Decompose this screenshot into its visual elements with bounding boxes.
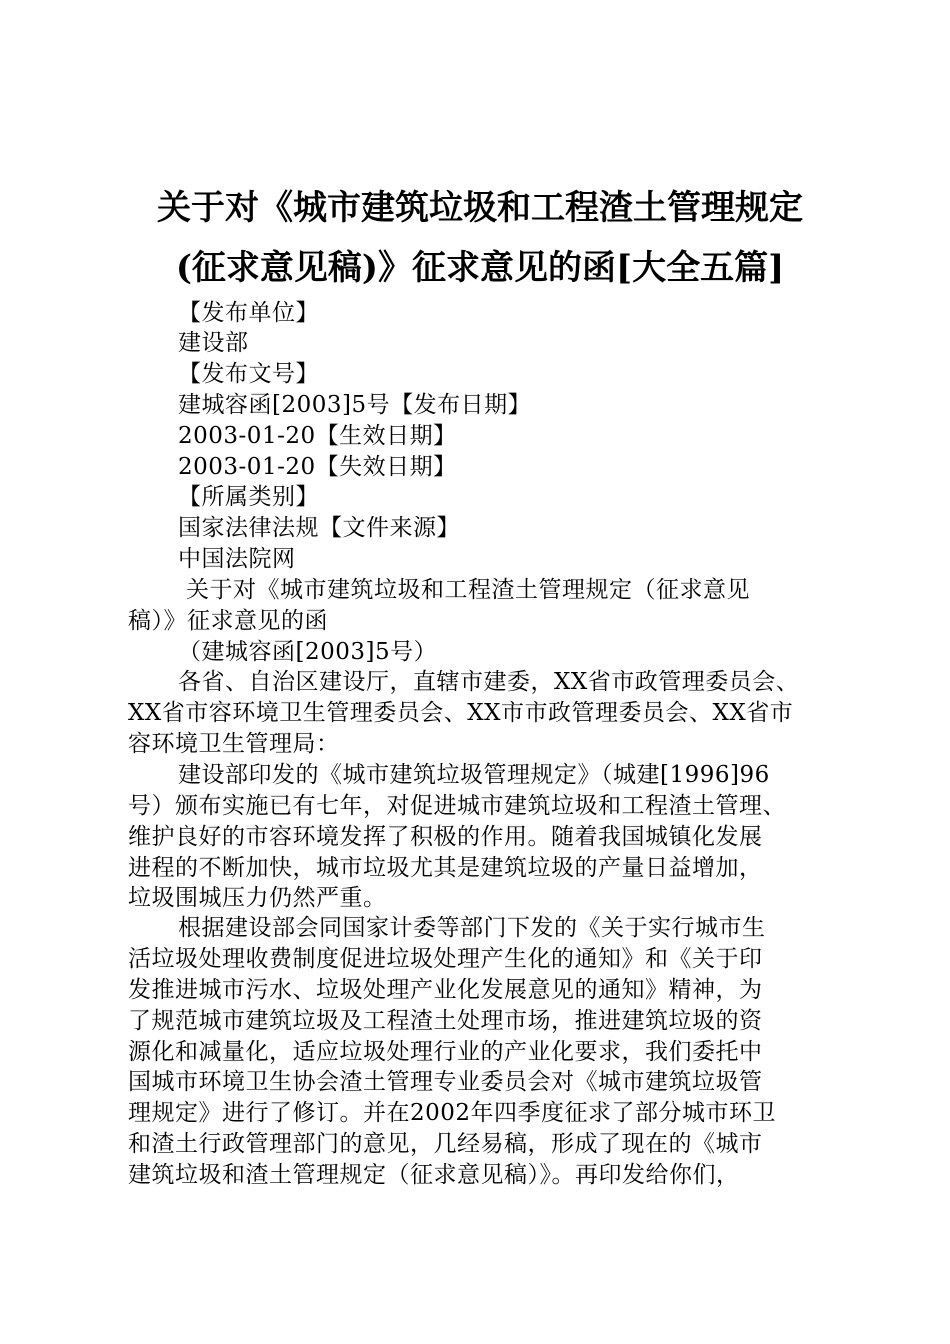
meta-source-value: 中国法院网 xyxy=(178,546,296,572)
para2-line-5: 源化和减量化，适应垃圾处理行业的产业化要求，我们委托中 xyxy=(128,1039,763,1065)
para2-line-1: 根据建设部会同国家计委等部门下发的《关于实行城市生 xyxy=(178,915,766,941)
meta-publish-date: 2003-01-20【生效日期】 xyxy=(178,423,457,449)
para1-line-1: 建设部印发的《城市建筑垃圾管理规定》（城建[1996]96 xyxy=(178,762,770,788)
para2-line-8: 和渣土行政管理部门的意见，几经易稿，形成了现在的《城市 xyxy=(128,1131,763,1157)
para2-line-4: 了规范城市建筑垃圾及工程渣土处理市场，推进建筑垃圾的资 xyxy=(128,1008,763,1034)
para2-line-9: 建筑垃圾和渣土管理规定（征求意见稿）》。再印发给你们， xyxy=(128,1162,740,1188)
meta-docnum-value: 建城容函[2003]5号【发布日期】 xyxy=(178,392,532,418)
para2-line-2: 活垃圾处理收费制度促进垃圾处理产生化的通知》和《关于印 xyxy=(128,946,763,972)
meta-publisher-label: 【发布单位】 xyxy=(178,300,319,326)
meta-category-label: 【所属类别】 xyxy=(178,484,319,510)
meta-category-value: 国家法律法规【文件来源】 xyxy=(178,515,460,541)
recipients-line-2: XX省市容环境卫生管理委员会、XX市市政管理委员会、XX省市 xyxy=(128,700,794,726)
meta-effective-date: 2003-01-20【失效日期】 xyxy=(178,454,457,480)
para1-line-5: 垃圾围城压力仍然严重。 xyxy=(128,885,387,911)
para2-line-7: 理规定》进行了修订。并在2002年四季度征求了部分城市环卫 xyxy=(128,1100,777,1126)
recipients-line-1: 各省、自治区建设厅，直辖市建委，XX省市政管理委员会、 xyxy=(178,669,800,695)
heading-line-1: 关于对《城市建筑垃圾和工程渣土管理规定（征求意见 xyxy=(186,577,750,603)
document-title-line-1: 关于对《城市建筑垃圾和工程渣土管理规定 xyxy=(157,188,803,228)
heading-docnum: （建城容函[2003]5号） xyxy=(178,639,438,665)
meta-publisher-value: 建设部 xyxy=(178,330,249,356)
para1-line-3: 维护良好的市容环境发挥了积极的作用。随着我国城镇化发展 xyxy=(128,824,763,850)
meta-docnum-label: 【发布文号】 xyxy=(178,361,319,387)
document-title-line-2: (征求意见稿)》征求意见的函[大全五篇] xyxy=(175,248,785,288)
para2-line-3: 发推进城市污水、垃圾处理产业化发展意见的通知》精神，为 xyxy=(128,977,763,1003)
recipients-line-3: 容环境卫生管理局： xyxy=(128,731,340,757)
para1-line-4: 进程的不断加快，城市垃圾尤其是建筑垃圾的产量日益增加， xyxy=(128,855,763,881)
heading-line-2: 稿）》征求意见的函 xyxy=(128,608,328,634)
para2-line-6: 国城市环境卫生协会渣土管理专业委员会对《城市建筑垃圾管 xyxy=(128,1069,763,1095)
para1-line-2: 号）颁布实施已有七年，对促进城市建筑垃圾和工程渣土管理、 xyxy=(128,793,786,819)
